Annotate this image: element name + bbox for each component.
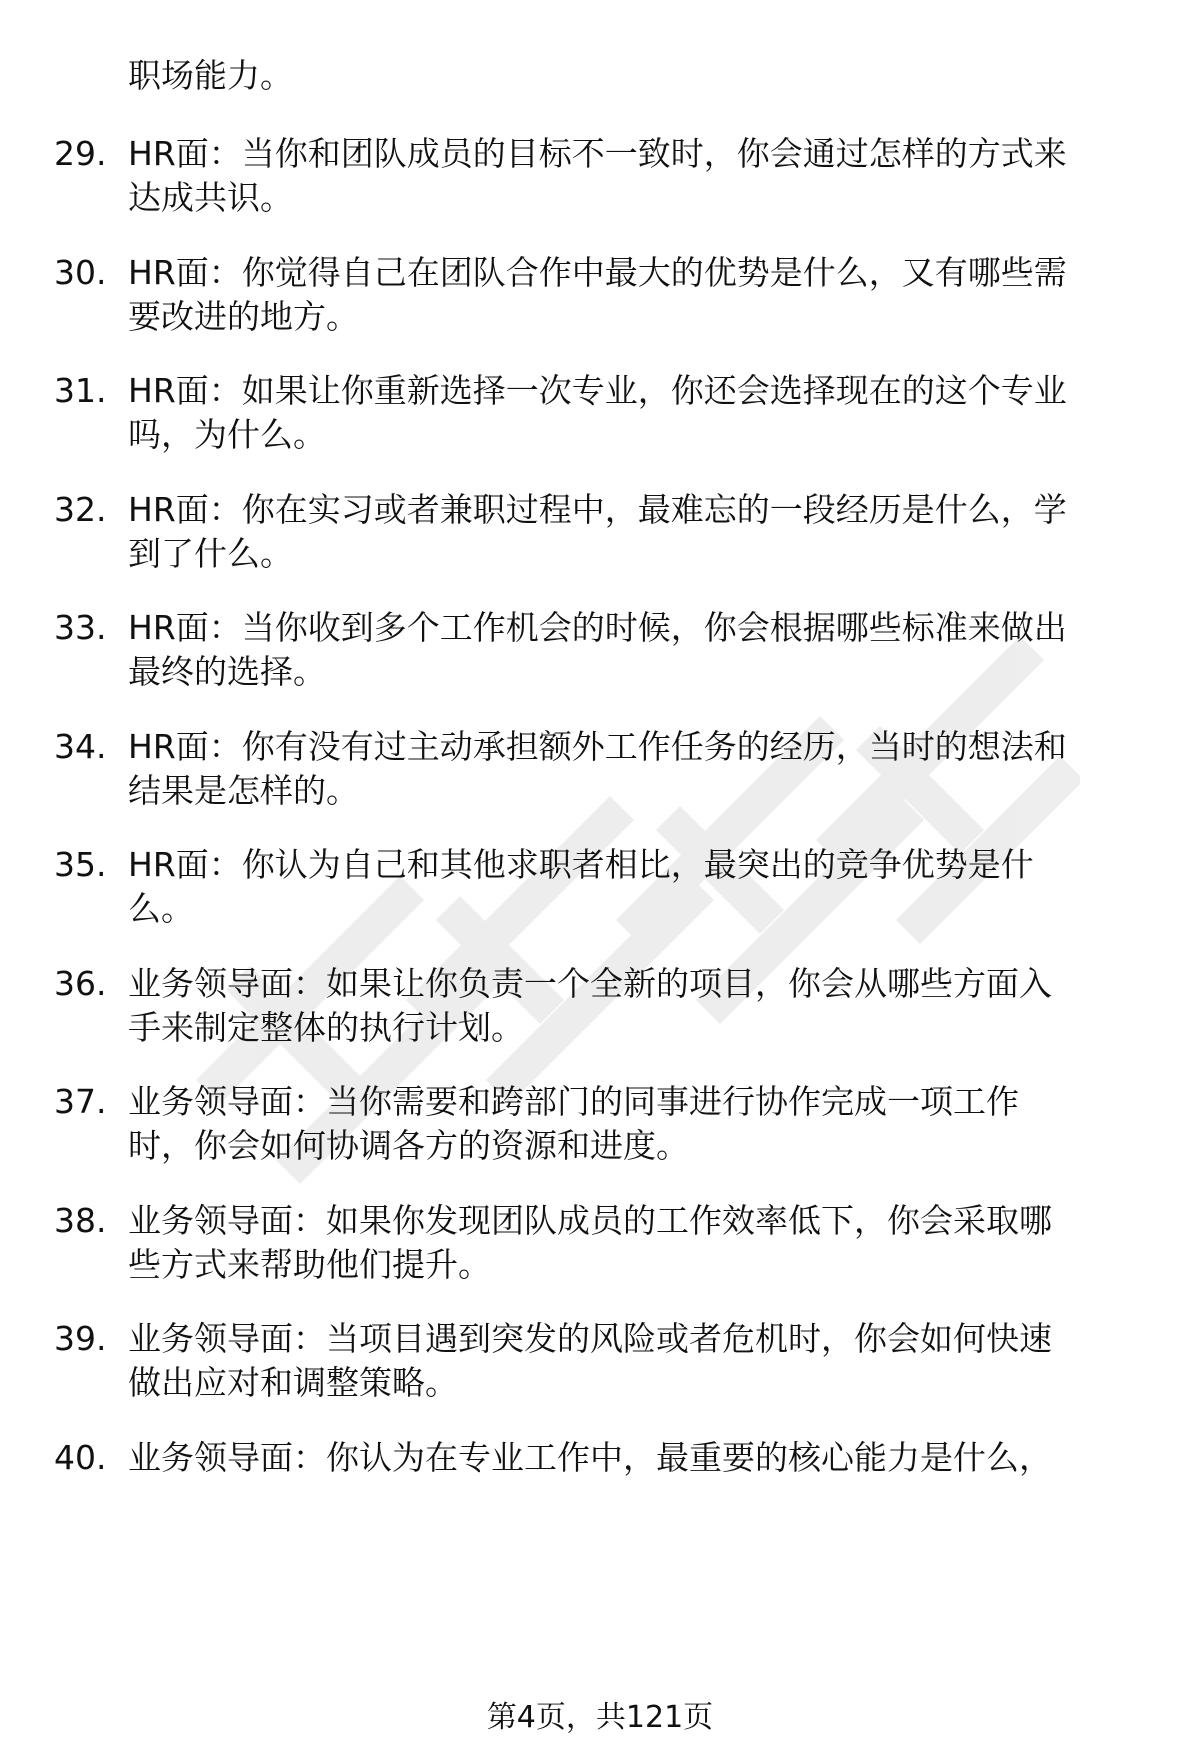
item-text-line: HR面：你在实习或者兼职过程中，最难忘的一段经历是什么，学 — [128, 490, 1067, 529]
item-number: 32. — [54, 490, 107, 529]
item-text-line: 些方式来帮助他们提升。 — [128, 1245, 491, 1284]
item-text-line: 要改进的地方。 — [128, 297, 359, 336]
item-text-line: HR面：如果让你重新选择一次专业，你还会选择现在的这个专业 — [128, 371, 1067, 410]
page-footer: 第4页，共121页 — [486, 1700, 714, 1735]
item-text-line: 到了什么。 — [128, 534, 293, 573]
item-number: 35. — [54, 845, 107, 884]
item-text-line: HR面：当你和团队成员的目标不一致时，你会通过怎样的方式来 — [128, 134, 1067, 173]
item-text-line: 业务领导面：你认为在专业工作中，最重要的核心能力是什么， — [128, 1438, 1052, 1477]
item-number: 38. — [54, 1201, 107, 1240]
continuation-text: 职场能力。 — [128, 56, 293, 95]
item-text-line: HR面：你认为自己和其他求职者相比，最突出的竞争优势是什 — [128, 845, 1034, 884]
item-number: 40. — [54, 1438, 107, 1477]
item-number: 34. — [54, 727, 107, 766]
item-number: 39. — [54, 1319, 107, 1358]
item-text-line: 达成共识。 — [128, 178, 293, 217]
item-text-line: 业务领导面：当你需要和跨部门的同事进行协作完成一项工作 — [128, 1082, 1019, 1121]
item-text-line: 最终的选择。 — [128, 652, 326, 691]
item-text-line: 吗，为什么。 — [128, 415, 326, 454]
item-text-line: HR面：你觉得自己在团队合作中最大的优势是什么，又有哪些需 — [128, 253, 1067, 292]
item-number: 36. — [54, 964, 107, 1003]
item-number: 30. — [54, 253, 107, 292]
item-text-line: 结果是怎样的。 — [128, 771, 359, 810]
item-text-line: 时，你会如何协调各方的资源和进度。 — [128, 1126, 689, 1165]
item-text-line: HR面：你有没有过主动承担额外工作任务的经历，当时的想法和 — [128, 727, 1067, 766]
item-text-line: 业务领导面：如果让你负责一个全新的项目，你会从哪些方面入 — [128, 964, 1052, 1003]
item-text-line: HR面：当你收到多个工作机会的时候，你会根据哪些标准来做出 — [128, 608, 1067, 647]
item-number: 31. — [54, 371, 107, 410]
item-text-line: 么。 — [128, 889, 194, 928]
item-number: 37. — [54, 1082, 107, 1121]
item-text-line: 做出应对和调整策略。 — [128, 1363, 458, 1402]
item-text-line: 业务领导面：当项目遇到突发的风险或者危机时，你会如何快速 — [128, 1319, 1052, 1358]
item-text-line: 业务领导面：如果你发现团队成员的工作效率低下，你会采取哪 — [128, 1201, 1052, 1240]
item-number: 29. — [54, 134, 107, 173]
item-number: 33. — [54, 608, 107, 647]
item-text-line: 手来制定整体的执行计划。 — [128, 1008, 524, 1047]
